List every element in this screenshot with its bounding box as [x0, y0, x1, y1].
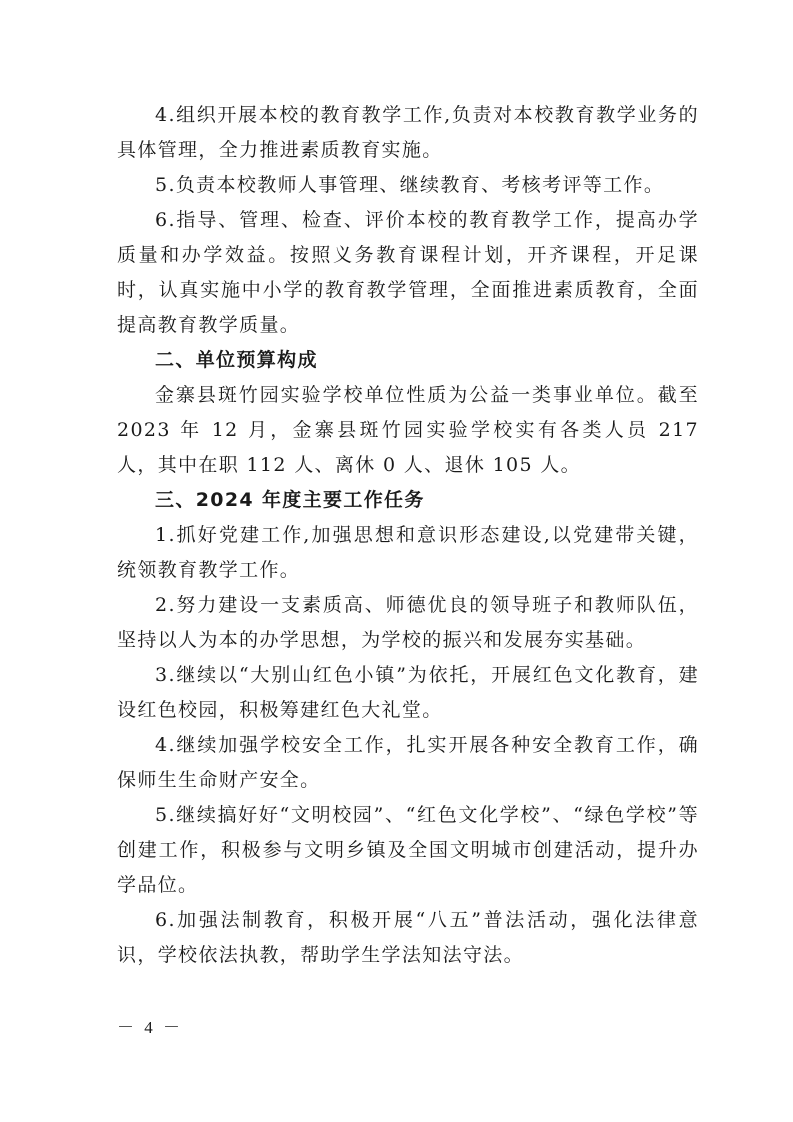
- paragraph-task-4: 4.继续加强学校安全工作，扎实开展各种安全教育工作，确保师生生命财产安全。: [117, 734, 699, 791]
- section-heading-2024-tasks: 三、2024 年度主要工作任务: [155, 489, 425, 511]
- paragraph-duty-6: 6.指导、管理、检查、评价本校的教育教学工作，提高办学质量和办学效益。按照义务教育课程计划，开齐课程，开足课时，认真实施中小学的教育教学管理，全面推进素质教育，全面提高教育教学质量。: [117, 209, 699, 336]
- paragraph-task-6: 6.加强法制教育，积极开展“八五”普法活动，强化法律意识，学校依法执教，帮助学生学法知法守法。: [117, 909, 699, 966]
- page-number: － 4 －: [117, 1018, 183, 1037]
- document-body: [117, 98, 699, 973]
- section-heading-budget-composition: 二、单位预算构成: [155, 349, 318, 371]
- paragraph-duty-5: 5.负责本校教师人事管理、继续教育、考核考评等工作。: [155, 174, 665, 196]
- paragraph-task-5: 5.继续搞好好“文明校园”、“红色文化学校”、“绿色学校”等创建工作，积极参与文明乡镇及全国文明城市创建活动，提升办学品位。: [117, 804, 699, 896]
- paragraph-duty-4: 4.组织开展本校的教育教学工作,负责对本校教育教学业务的具体管理，全力推进素质教育实施。: [117, 104, 699, 161]
- paragraph-task-1: 1.抓好党建工作,加强思想和意识形态建设,以党建带关键，统领教育教学工作。: [117, 524, 699, 581]
- paragraph-task-3: 3.继续以“大别山红色小镇”为依托，开展红色文化教育，建设红色校园，积极筹建红色大礼堂。: [117, 664, 699, 721]
- paragraph-unit-info: 金寨县斑竹园实验学校单位性质为公益一类事业单位。截至2023 年 12 月，金寨县斑竹园实验学校实有各类人员 217 人，其中在职 112 人、离休 0 人、退休 105 人。: [117, 384, 699, 476]
- paragraph-task-2: 2.努力建设一支素质高、师德优良的领导班子和教师队伍，坚持以人为本的办学思想，为学校的振兴和发展夯实基础。: [117, 594, 699, 651]
